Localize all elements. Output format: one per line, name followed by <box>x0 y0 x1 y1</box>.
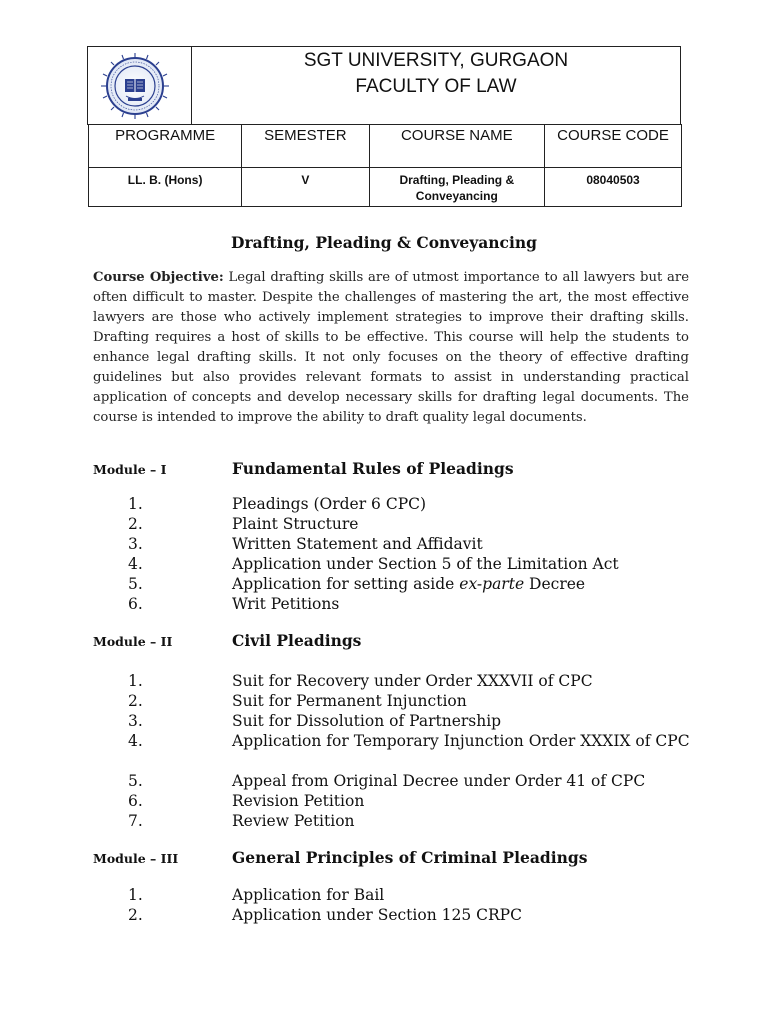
course-name-value: Drafting, Pleading & Conveyancing <box>399 173 515 203</box>
list-item-number: 2. <box>128 515 143 533</box>
list-item: Suit for Permanent Injunction <box>232 692 467 710</box>
table-row <box>89 168 682 207</box>
header-box <box>87 46 681 125</box>
module-label: Module – II <box>93 634 173 649</box>
module-title: General Principles of Criminal Pleadings <box>232 848 588 867</box>
list-item <box>232 574 702 594</box>
list-item: Review Petition <box>232 812 355 830</box>
objective-label: Course Objective: <box>93 270 224 285</box>
list-item-number: 4. <box>128 555 143 573</box>
list-item-number: 1. <box>128 672 143 690</box>
list-item: Writ Petitions <box>232 595 340 613</box>
course-objective <box>93 268 689 428</box>
list-item: Pleadings (Order 6 CPC) <box>232 495 427 513</box>
list-item-number: 2. <box>128 692 143 710</box>
list-item: Plaint Structure <box>232 515 359 533</box>
list-item: Written Statement and Affidavit <box>232 535 483 553</box>
column-header: SEMESTER <box>242 125 369 168</box>
list-item-text: Decree <box>524 575 586 593</box>
list-item: Application under Section 125 CRPC <box>232 906 522 924</box>
list-item: Suit for Recovery under Order XXXVII of CPC <box>232 672 593 690</box>
module-label: Module – III <box>93 851 179 866</box>
course-info-table <box>88 124 682 207</box>
list-item-italic: ex-parte <box>459 575 525 593</box>
column-header: COURSE NAME <box>369 125 544 168</box>
list-item-number: 6. <box>128 792 143 810</box>
column-header: COURSE CODE <box>545 125 682 168</box>
list-item: Revision Petition <box>232 792 365 810</box>
table-header-row <box>89 125 682 168</box>
module-label: Module – I <box>93 462 167 477</box>
list-item: Suit for Dissolution of Partnership <box>232 712 502 730</box>
objective-text: Legal drafting skills are of utmost importance to all lawyers but are often difficult to master. Despite the challenges of mastering the art, the most effective lawyers are those who actively implement strategies to improve their drafting skills. Drafting requires a host of skills to be effective. This course will help the students to enhance legal drafting skills. It not only focuses on the theory of effective drafting guidelines but also provides relevant formats to assist in understanding practical application of concepts and develop necessary skills for drafting legal documents. The course is intended to improve the ability to draft quality legal documents. <box>93 270 690 425</box>
list-item-number: 5. <box>128 575 143 593</box>
list-item: Application for Temporary Injunction Order XXXIX of CPC <box>232 732 690 750</box>
list-item-number: 5. <box>128 772 143 790</box>
column-header: PROGRAMME <box>89 125 242 168</box>
module-title: Civil Pleadings <box>232 631 362 650</box>
list-item-number: 1. <box>128 495 143 513</box>
list-item-number: 4. <box>128 732 143 750</box>
list-item-number: 1. <box>128 886 143 904</box>
list-item-number: 2. <box>128 906 143 924</box>
list-item: Application under Section 5 of the Limitation Act <box>232 555 619 573</box>
list-item: Appeal from Original Decree under Order 41 of CPC <box>232 772 646 790</box>
list-item-number: 3. <box>128 712 143 730</box>
table-cell: 08040503 <box>545 168 682 207</box>
list-item-number: 7. <box>128 812 143 830</box>
list-item: Application for Bail <box>232 886 385 904</box>
document-title: Drafting, Pleading & Conveyancing <box>231 233 537 252</box>
university-name: SGT UNIVERSITY, GURGAON <box>303 50 569 71</box>
list-item-number: 3. <box>128 535 143 553</box>
faculty-name: FACULTY OF LAW <box>355 76 517 97</box>
logo-cell <box>88 47 192 124</box>
university-seal-icon <box>95 52 175 120</box>
table-cell: V <box>242 168 369 207</box>
list-item-number: 6. <box>128 595 143 613</box>
module-title: Fundamental Rules of Pleadings <box>232 459 514 478</box>
table-cell: LL. B. (Hons) <box>89 168 242 207</box>
list-item-text: Application for setting aside <box>232 575 460 593</box>
table-cell <box>369 168 544 207</box>
